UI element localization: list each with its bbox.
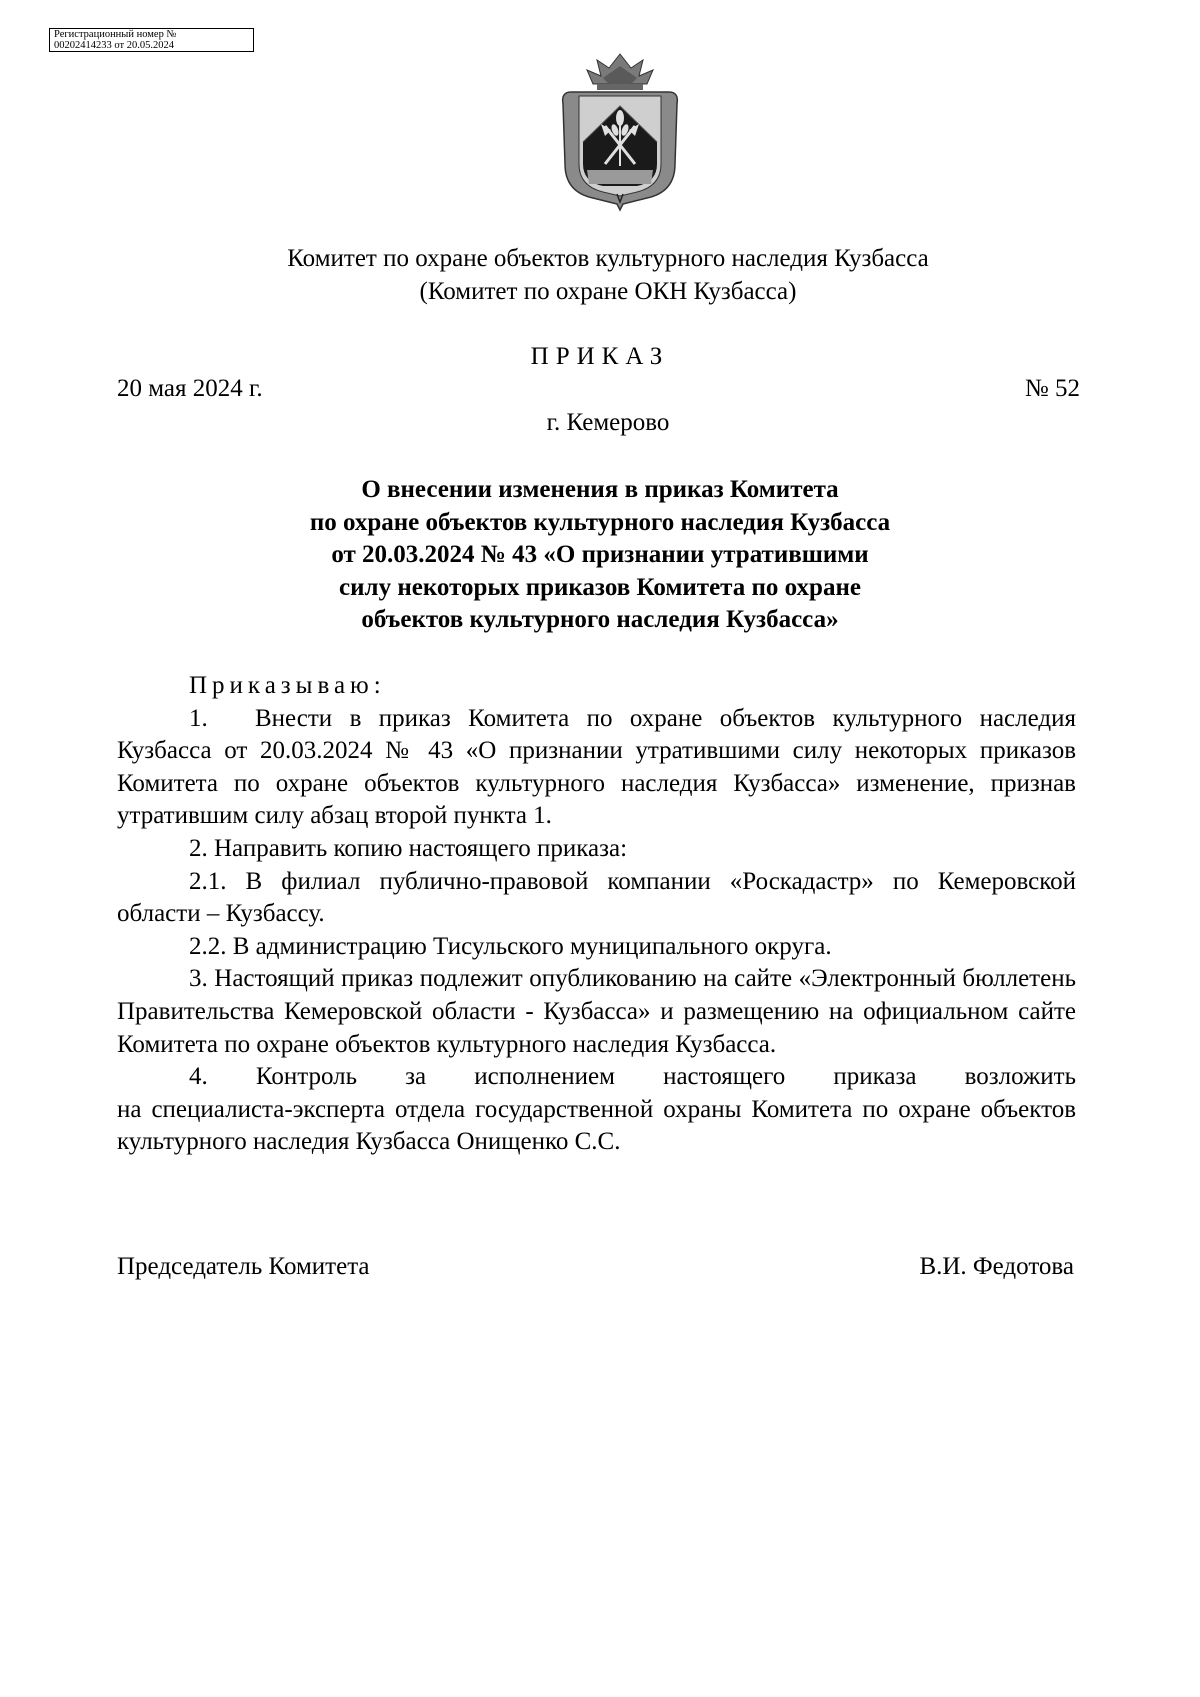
title-line: О внесении изменения в приказ Комитета bbox=[361, 476, 839, 503]
item-1-number: 1. bbox=[189, 704, 208, 732]
item-2-1: 2.1. В филиал публично-правовой компании «Роскадастр» по Кемеровской области – Кузбассу. bbox=[117, 867, 1076, 928]
item-4-first-line: 4. Контроль за исполнением настоящего приказа возложить bbox=[189, 1063, 1076, 1091]
item-3: 3. Настоящий приказ подлежит опубликованию на сайте «Электронный бюллетень Правительства Кемеровской области - Кузбасса» и размещению на официальном сайте Комитета по охране объектов культурного наследия Кузбасса. bbox=[117, 965, 1076, 1058]
document-type: ПРИКАЗ bbox=[530, 343, 670, 370]
organization-name: Комитет по охране объектов культурного наследия Кузбасса bbox=[287, 245, 929, 272]
registration-stamp-line1: Регистрационный номер № bbox=[54, 29, 177, 40]
item-1 bbox=[117, 703, 1076, 833]
item-2-2: 2.2. В администрацию Тисульского муниципального округа. bbox=[189, 932, 832, 960]
title-line: объектов культурного наследия Кузбасса» bbox=[361, 606, 839, 633]
item-1-text: Внести в приказ Комитета по охране объектов культурного наследия Кузбасса от 20.03.2024 № 43 «О признании утратившими силу некоторых приказов Комитета по охране объектов культурного наследия Кузбасса» изменение, признав утратившим силу абзац второй пункта 1. bbox=[117, 704, 1076, 830]
document-city: г. Кемерово bbox=[546, 409, 670, 436]
item-4-continuation: на специалиста-эксперта отдела государственной охраны Комитета по охране объектов культурного наследия Кузбасса Онищенко С.С. bbox=[117, 1095, 1076, 1156]
document-number: № 52 bbox=[1024, 375, 1080, 402]
coat-of-arms-icon bbox=[557, 52, 683, 214]
registration-stamp-line2: 00202414233 от 20.05.2024 bbox=[54, 40, 174, 51]
registration-stamp bbox=[49, 28, 254, 52]
title-line: от 20.03.2024 № 43 «О признании утратившими bbox=[331, 541, 869, 568]
signatory-name: В.И. Федотова bbox=[919, 1253, 1074, 1280]
signatory-position: Председатель Комитета bbox=[117, 1253, 370, 1280]
item-2: 2. Направить копию настоящего приказа: bbox=[189, 834, 628, 862]
document-body bbox=[117, 670, 1076, 1159]
title-line: силу некоторых приказов Комитета по охране bbox=[339, 573, 861, 601]
document-title bbox=[240, 474, 960, 637]
order-word: Приказываю: bbox=[189, 672, 386, 699]
title-line: по охране объектов культурного наследия Кузбасса bbox=[309, 508, 891, 536]
organization-short-name: (Комитет по охране ОКН Кузбасса) bbox=[419, 278, 797, 305]
document-date: 20 мая 2024 г. bbox=[117, 375, 263, 402]
